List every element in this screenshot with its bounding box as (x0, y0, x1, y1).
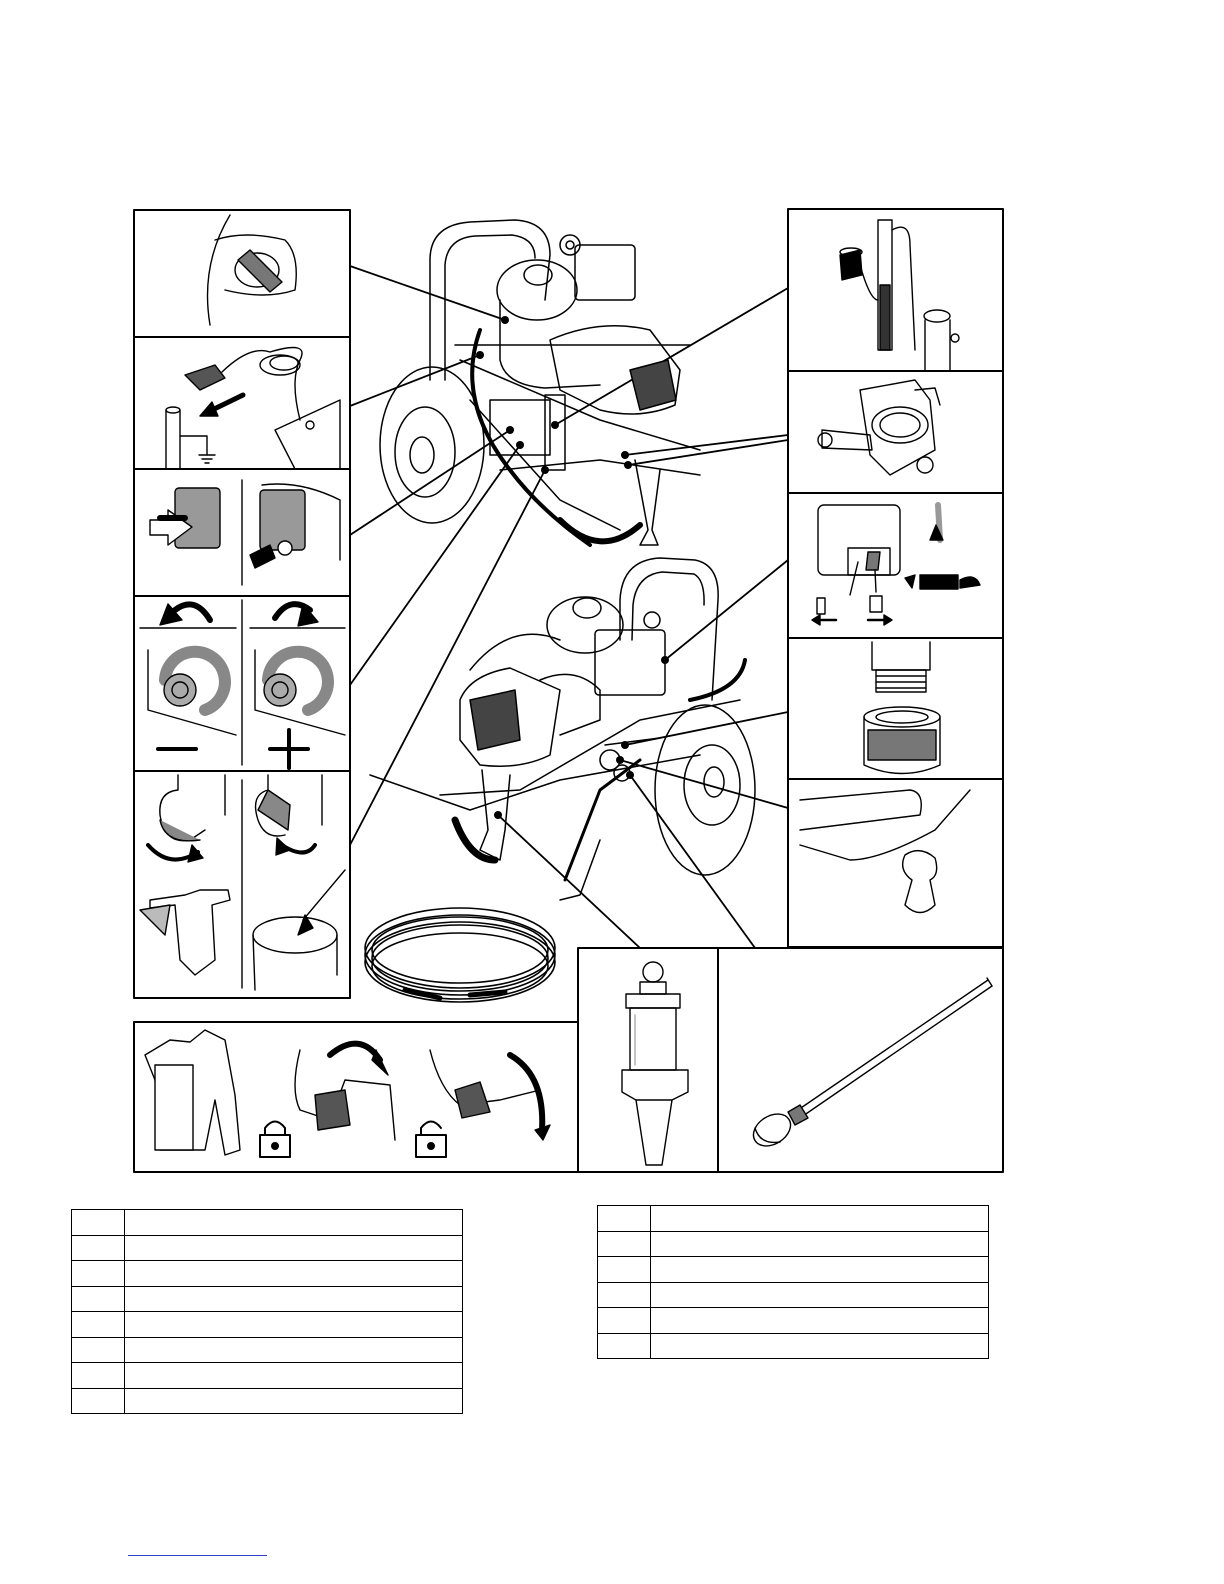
pump-filter-detail (788, 209, 1003, 371)
item-number-cell (598, 1231, 651, 1257)
footer-link-underline[interactable] (128, 1555, 267, 1556)
item-number-cell (598, 1333, 651, 1359)
item-description-cell (125, 1388, 463, 1414)
item-description-cell (125, 1235, 463, 1261)
leader-lines (350, 266, 788, 948)
item-number-cell (72, 1388, 125, 1414)
item-description-cell (125, 1210, 463, 1236)
plus-icon (270, 730, 308, 768)
bottom-callouts (134, 948, 1003, 1172)
table-row (598, 1257, 989, 1283)
table-row (598, 1333, 989, 1359)
table-row (72, 1312, 463, 1338)
padlock-closed-icon (260, 1122, 290, 1158)
item-description-cell (125, 1261, 463, 1287)
left-parts-table (71, 1209, 463, 1414)
item-description-cell (651, 1333, 989, 1359)
item-description-cell (651, 1257, 989, 1283)
coiled-hose (365, 908, 555, 1002)
item-number-cell (72, 1363, 125, 1389)
item-description-cell (125, 1363, 463, 1389)
item-number-cell (72, 1337, 125, 1363)
item-description-cell (651, 1231, 989, 1257)
item-description-cell (651, 1308, 989, 1334)
item-description-cell (651, 1206, 989, 1232)
table-row (598, 1206, 989, 1232)
item-number-cell (598, 1257, 651, 1283)
left-callouts (134, 210, 350, 998)
item-number-cell (72, 1286, 125, 1312)
item-description-cell (651, 1282, 989, 1308)
item-number-cell (598, 1308, 651, 1334)
table-row (72, 1210, 463, 1236)
tool-key-detail (788, 779, 1003, 947)
table-row (72, 1388, 463, 1414)
table-row (72, 1235, 463, 1261)
right-callouts (788, 209, 1003, 947)
item-description-cell (125, 1312, 463, 1338)
item-number-cell (72, 1210, 125, 1236)
table-row (598, 1282, 989, 1308)
item-number-cell (72, 1235, 125, 1261)
engine-switch-detail (134, 210, 350, 337)
sprayer-front-view (370, 558, 755, 900)
table-row (72, 1337, 463, 1363)
table-row (72, 1363, 463, 1389)
padlock-open-icon (416, 1122, 446, 1158)
right-parts-table (597, 1205, 989, 1359)
sprayer-rear-view (380, 220, 700, 545)
pump-clamp-detail (788, 371, 1003, 493)
table-row (72, 1286, 463, 1312)
item-number-cell (72, 1312, 125, 1338)
item-description-cell (125, 1337, 463, 1363)
table-row (598, 1231, 989, 1257)
item-number-cell (598, 1206, 651, 1232)
item-description-cell (125, 1286, 463, 1312)
table-row (72, 1261, 463, 1287)
table-row (598, 1308, 989, 1334)
item-number-cell (72, 1261, 125, 1287)
item-number-cell (598, 1282, 651, 1308)
